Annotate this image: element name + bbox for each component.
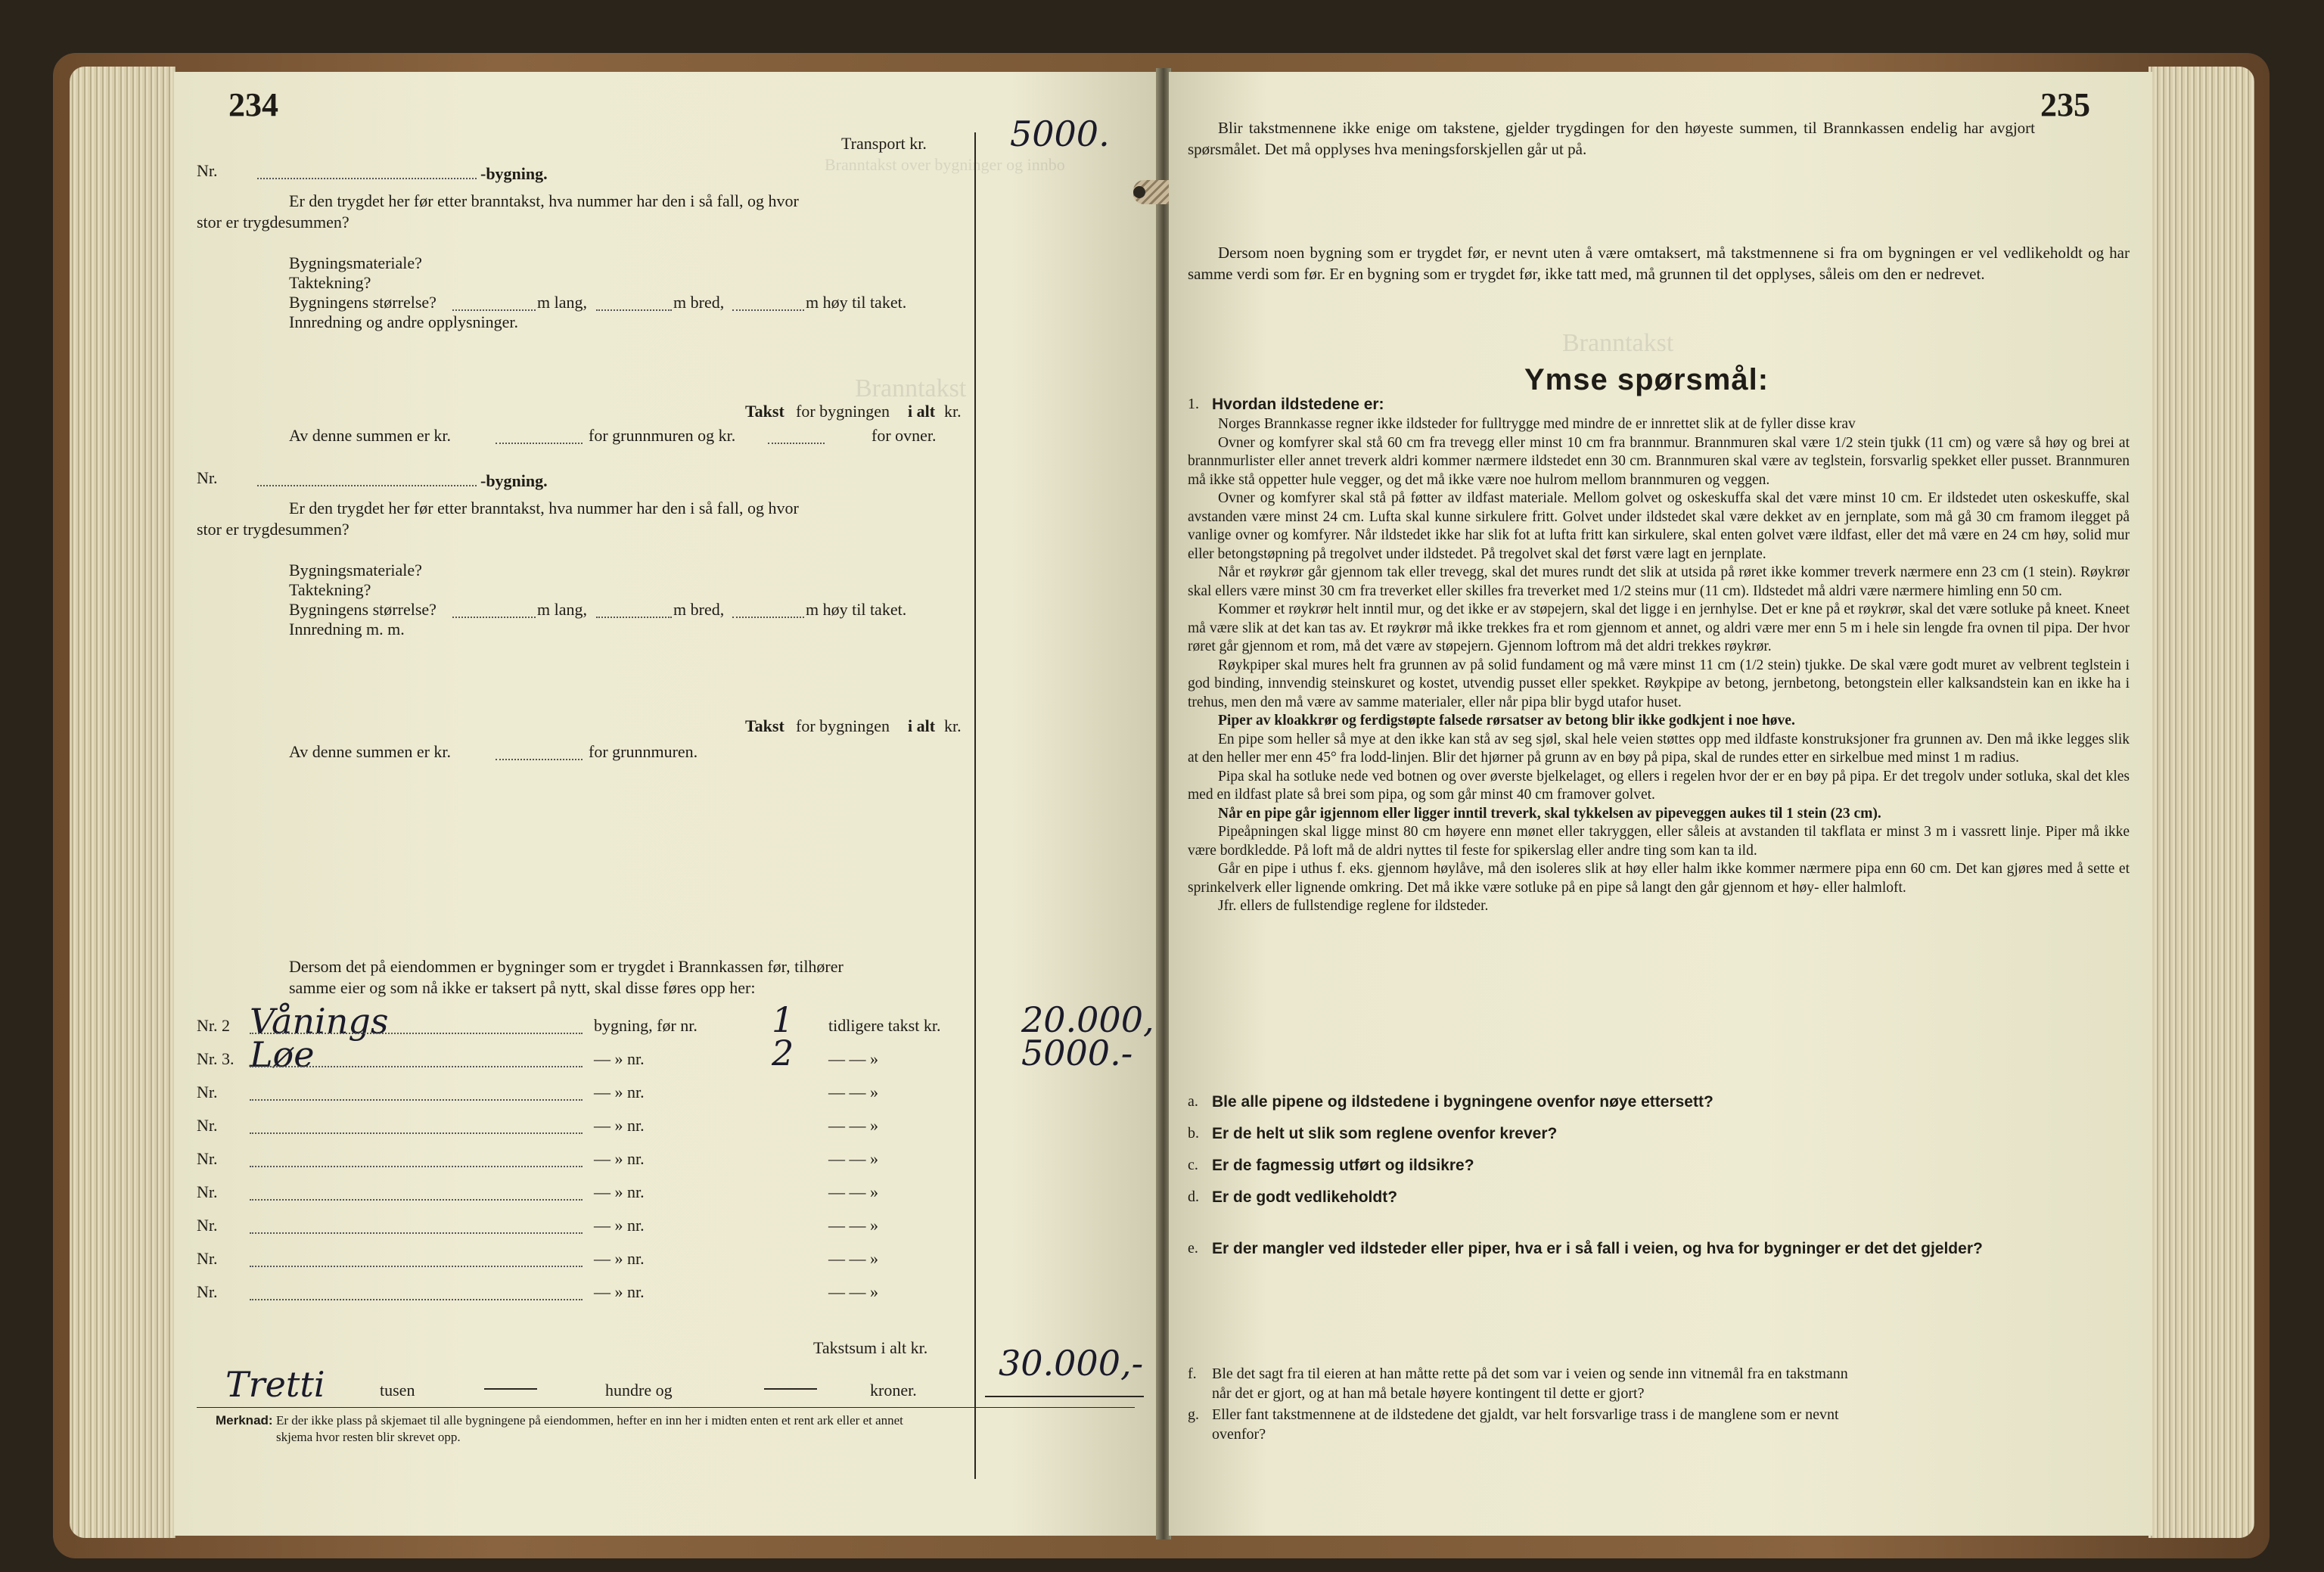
right-page: Branntakst 235 Blir takstmennene ikke enige om takstene, gjelder trygdingen for den høyeste summen, til Brannkassen endelig har avgjort spørsmålet. Det må opplyses hva meningsforskjellen går ut på. Dersom noen bygning som er trygdet før, er nevnt uten å være omtaksert, må takstmennene si fra om bygningen er vel vedlikeholdt og har samme verdi som før. Er en bygning som er trygdet før, ikke tatt med, må grunnen til det opplyses, såleis om den er nedrevet. Ymse spørsmål: 1. Hvordan ildstedene er: Norges Brannkasse regner ikke ildsteder for fulltrygge med mindre de er innrettet slik at de fyller disse krav Ovner og komfyrer skal stå 60 cm fra trevegg eller minst 10 cm fra brannmur. Brannmuren skal være 1/2 stein tjukk (11 cm) og være så høy og brei at brannmurlister eller annet treverk aldri kommer nærmere ildstedet enn 30 cm. Brannmuren skal være av teglstein, forsvarlig spekket eller pusset. Brannmuren må ikke stå oppetter hule vegger, og det må ikke være noe hulrom mellom brannmuren og veggen. Ovner og komfyrer skal stå på føtter av ildfast materiale. Mellom golvet og oskeskuffa skal det være minst 10 cm. Er ildstedet uten oskeskuffe, skal avstanden være minst 24 cm. Lufta skal kunne sirkulere fritt. Golvet under ildstedet skal være dekket av en jernplate, som må gå 30 cm framom ilegget på vanlige ovner og komfyrer. Når ildstedet ikke har slik fot at lufta fritt kan sirkulere, skal enten golvet være ildfast, eller det må være en 24 cm høy, solid mur eller betongstøpning på tregolvet under ildstedet. På tregolvet skal det først være lagt en jernplate. Når et røykrør går gjennom tak eller trevegg, skal det mures rundt det slik at utsida på røret ikke kommer treverk nærmere enn 23 cm (1 stein). Røykrør skal ellers være minst 30 cm fra treverket eller skilles fra treverket med 1/2 steins mur (11 cm). Ildstedet må aldri være nærmere himling enn 50 cm. Kommer et røykrør helt inntil mur, og det ikke er av støpejern, skal det ligge i en jernhylse. Det er kne på et røykrør, skal det være sotluke på kneet. Kneet må være slik at det kan tas av. Et røykrør må ikke trekkes fra et rom gjennom et annet, og aldri være mer enn 5 m i hele sin lengde fra ovnen til pipa. Der hvor røret går gjennom et rom, må det være av støpejern. Gjennom loftrom må det aldri trekkes røykrør. Røykpiper skal mures helt fra grunnen av på solid fundament og må være minst 11 cm (1/2 stein) tjukke. De skal være godt muret av velbrent teglstein i god binding, innvendig steinskuret og kostet, utvendig pusset eller spekket. Røykpipe av betong, jernbetong, betongstein eller kalksandstein kan en ikke ha i trehus, men den må være av samme materialer, eller når pipa blir bygd utafor huset. Piper av kloakkrør og ferdigstøpte falsede rørsatser av betong blir ikke godkjent i noe høve. En pipe som heller så mye at den ikke kan stå av seg sjøl, skal hele veien støttes opp med ildfaste konstruksjoner fra grunnen av. Den må ikke legges slik at den heller mer enn 45° fra lodd-linjen. Blir det hjørner på grunn av en bøy på pipa, skal de rundes etter en sirkelbue med minst 1 m radius. Pipa skal ha sotluke nede ved botnen og over øverste bjelkelaget, og ellers i regelen hvor der er en bøy på pipa. Er det tregolv under sotluka, skal det kles med en ildfast plate så brei som pipa, og som går minst 40 cm framover golvet. Når en pipe går igjennom eller ligger inntil treverk, skal tykkelsen av pipeveggen aukes til 1 stein (23 cm). Pipeåpningen skal ligge minst 80 cm høyere enn mønet eller takryggen, eller såleis at avstanden til takflata er minst 3 m i vassrett linje. Piper må ikke være bordkledde. På loft må de aldri nyttes til feste for spikerslag eller andre ting som kan ta ild. Går en pipe i uthus f. eks. gjennom høylåve, må den isoleres slik at høy eller halm ikke kommer nærmere pipa enn 60 cm. Det kan gjøres med å sette et sprinkelverk eller lignende omkring. Det må ikke være sotluke på en pipe så langt den går gjennom et høy- eller halmloft. Jfr. ellers de fullstendige reglene for ildsteder. a. Ble alle pipene og ildstedene i bygningene ovenfor nøye ettersett? b. Er de helt ut slik som reglene ovenfor krever? c. Er de fagmessig utført og ildsikre? d. Er de godt vedlikeholdt? e. Er der mangler ved ildsteder eller piper, hva er i så fall i veien, og hva for bygninger er det det gjelder? f. Ble det sagt fra til eieren at han måtte rette på det som var i veien og sende inn vitnemål fra en takstmann når det er gjort, og at han må betale høyere kontingent til dette er gjort? g. Eller fant takstmennene at de ildstedene det gjaldt, var helt forsvarlige trass i de manglene som er nevnt ovenfor? bbox=[1169, 72, 2152, 1536]
question-letter: a. bbox=[1188, 1093, 1198, 1110]
dotted-line bbox=[250, 1066, 583, 1067]
fireplace-rules bbox=[1188, 415, 2130, 916]
building2-material: Bygningsmateriale? bbox=[289, 561, 422, 579]
row-tail: — — » bbox=[828, 1249, 878, 1268]
dotted-line bbox=[732, 309, 804, 311]
section-title: Hvordan ildstedene er: bbox=[1212, 396, 1384, 413]
dotted-line bbox=[250, 1299, 583, 1300]
rule-paragraph: Går en pipe i uthus f. eks. gjennom høylåve, må den isoleres slik at høy eller halm ikke kommer nærmere pipa enn 60 cm. Det kan gjøres med å sette et sprinkelverk eller lignende omkring. Det må ikke være sotluke på en pipe så langt den går gjennom et høy- eller halmloft. bbox=[1188, 861, 2130, 896]
dotted-line bbox=[596, 309, 672, 311]
row-tail: — — » bbox=[828, 1182, 878, 1201]
row-typed: — » nr. bbox=[594, 1149, 645, 1168]
building2-takst-label: Takst bbox=[745, 716, 785, 735]
dotted-line bbox=[496, 759, 583, 760]
question-letter: b. bbox=[1188, 1125, 1199, 1142]
building1-roof: Taktekning? bbox=[289, 273, 371, 292]
rule-paragraph: En pipe som heller så mye at den ikke kan stå av seg sjøl, skal hele veien støttes opp med ildfaste konstruksjoner fra grunnen av. Den må ikke legges slik at den heller mer enn 45° fra lodd-linjen. Blir det hjørner på grunn av en bøy på pipa, skal de rundes etter en sirkelbue med minst 1 m radius. bbox=[1188, 731, 2130, 766]
rule-paragraph: Kommer et røykrør helt inntil mur, og det ikke er av støpejern, skal det ligge i en jernhylse. Det er kne på et røykrør, skal det være sotluke på kneet. Kneet må være slik at det kan tas av. Et røykrør må ikke trekkes fra et rom gjennom et annet, og aldri være mer enn 5 m i hele sin lengde fra ovnen til pipa. Der hvor røret går gjennom et rom, må det være av støpejern. Gjennom loftrom må det aldri trekkes røykrør. bbox=[1188, 601, 2130, 654]
building1-grunnmur: for grunnmuren og kr. bbox=[589, 426, 736, 445]
building1-takst-rest: for bygningen bbox=[796, 402, 890, 421]
question-text: Er de helt ut slik som reglene ovenfor krever? bbox=[1212, 1125, 1558, 1142]
dotted-line bbox=[496, 443, 583, 444]
building2-question: Er den trygdet her før etter branntakst, hva nummer har den i så fall, og hvor bbox=[289, 499, 799, 517]
previous-intro-2: samme eier og som nå ikke er taksert på nytt, skal disse føres opp her: bbox=[289, 978, 756, 997]
dash bbox=[764, 1388, 817, 1390]
transport-label: Transport kr. bbox=[841, 134, 927, 153]
question-text: Ble alle pipene og ildstedene i bygningene ovenfor nøye ettersett? bbox=[1212, 1093, 1713, 1111]
row-nr: Nr. bbox=[197, 1149, 218, 1168]
building2-grunnmur: for grunnmuren. bbox=[589, 742, 698, 761]
building2-size: Bygningens størrelse? bbox=[289, 600, 437, 619]
row-nr: Nr. bbox=[197, 1282, 218, 1301]
merknad-line-1: Er der ikke plass på skjemaet til alle bygningene på eiendommen, hefter en inn her i midten enten et rent ark eller et annet bbox=[276, 1413, 903, 1428]
building1-material: Bygningsmateriale? bbox=[289, 253, 422, 272]
footer-rule bbox=[197, 1407, 1135, 1408]
building1-ovner: for ovner. bbox=[872, 426, 937, 445]
row-typed: — » nr. bbox=[594, 1083, 645, 1101]
dotted-line bbox=[452, 617, 536, 618]
row-nr: Nr. bbox=[197, 1116, 218, 1135]
rule-paragraph: Ovner og komfyrer skal stå 60 cm fra trevegg eller minst 10 cm fra brannmur. Brannmuren skal være 1/2 stein tjukk (11 cm) og være så høy og brei at brannmurlister eller annet treverk aldri kommer nærmere ildstedet enn 30 cm. Brannmuren skal være av teglstein, forsvarlig spekket eller pusset. Brannmuren må ikke stå oppetter hule vegger, og det må ikke være noe hulrom mellom brannmuren og veggen. bbox=[1188, 434, 2130, 488]
dotted-line bbox=[250, 1266, 583, 1267]
row-tail: — — » bbox=[828, 1149, 878, 1168]
question-f-letter: f. bbox=[1188, 1365, 1197, 1382]
building1-kr: kr. bbox=[944, 402, 962, 421]
question-f-line-1: Ble det sagt fra til eieren at han måtte rette på det som var i veien og sende inn vitnemål fra en takstmann bbox=[1212, 1365, 1848, 1382]
dotted-line bbox=[250, 1166, 583, 1167]
question-f-line-2: når det er gjort, og at han må betale høyere kontingent til dette er gjort? bbox=[1212, 1385, 1645, 1402]
dotted-line bbox=[452, 309, 536, 311]
dotted-line bbox=[250, 1199, 583, 1201]
rule-paragraph: Pipeåpningen skal ligge minst 80 cm høyere enn mønet eller takryggen, eller såleis at avstanden til takflata er minst 3 m i vassrett linje. Piper må ikke være bordkledde. På loft må de aldri nyttes til feste for spikerslag eller andre ting som kan ta ild. bbox=[1188, 824, 2130, 859]
building1-m-hoy: m høy til taket. bbox=[806, 293, 907, 312]
row-typed: — » nr. bbox=[594, 1049, 645, 1068]
building1-question: Er den trygdet her før etter branntakst, hva nummer har den i så fall, og hvor bbox=[289, 191, 799, 210]
question-letter: c. bbox=[1188, 1157, 1198, 1173]
binding-hole bbox=[1133, 186, 1145, 198]
row-typed: — » nr. bbox=[594, 1116, 645, 1135]
row-typed: — » nr. bbox=[594, 1216, 645, 1235]
row-num: 1 bbox=[772, 999, 794, 1040]
dotted-line bbox=[250, 1099, 583, 1101]
building2-m-bred: m bred, bbox=[673, 600, 725, 619]
building2-roof: Taktekning? bbox=[289, 580, 371, 599]
row-amount: 5000.- bbox=[1021, 1033, 1133, 1073]
row-hand: Vånings bbox=[250, 1001, 389, 1042]
row-tail: — — » bbox=[828, 1216, 878, 1235]
question-text: Er de fagmessig utført og ildsikre? bbox=[1212, 1157, 1474, 1174]
dotted-line bbox=[250, 1232, 583, 1234]
row-tail: — — » bbox=[828, 1282, 878, 1301]
kroner-label: kroner. bbox=[870, 1381, 917, 1400]
building1-of-sum: Av denne summen er kr. bbox=[289, 426, 452, 445]
rule-paragraph: Når en pipe går igjennom eller ligger inntil treverk, skal tykkelsen av pipeveggen aukes til 1 stein (23 cm). bbox=[1218, 805, 1881, 822]
row-typed: — » nr. bbox=[594, 1249, 645, 1268]
building1-takst-label: Takst bbox=[745, 402, 785, 421]
dash bbox=[484, 1388, 537, 1390]
merknad-label: Merknad: bbox=[216, 1413, 273, 1428]
building1-m-bred: m bred, bbox=[673, 293, 725, 312]
row-hand: Løe bbox=[250, 1034, 315, 1075]
page-edges-left bbox=[70, 67, 176, 1538]
building2-takst-rest: for bygningen bbox=[796, 716, 890, 735]
building2-bygning-label: -bygning. bbox=[480, 471, 548, 490]
building1-nr-label: Nr. bbox=[197, 161, 218, 180]
dotted-line bbox=[768, 443, 825, 444]
building2-m-lang: m lang, bbox=[537, 600, 587, 619]
row-amount: 20.000, bbox=[1021, 999, 1154, 1040]
rule-paragraph: Piper av kloakkrør og ferdigstøpte falsede rørsatser av betong blir ikke godkjent i noe høve. bbox=[1218, 713, 1795, 729]
question-g-line-1: Eller fant takstmennene at de ildstedene det gjaldt, var helt forsvarlige trass i de manglene som er nevnt bbox=[1212, 1406, 1839, 1423]
rule-paragraph: Norges Brannkasse regner ikke ildsteder for fulltrygge med mindre de er innrettet slik at de fyller disse krav bbox=[1218, 416, 1856, 432]
left-page: Branntakst over bygninger og innbo Branntakst 234 Transport kr. 5000. Nr. -bygning. Er den trygdet her før etter branntakst, hva nummer har den i så fall, og hvor stor er trygdesummen? Bygningsmateriale? Taktekning? Bygningens størrelse? m lang, m bred, m høy til taket. Innredning og andre opplysninger. Takst for bygningen i alt kr. Av denne summen er kr. for grunnmuren og kr. for ovner. Nr. -bygning. Er den trygdet her før etter branntakst, hva nummer har den i så fall, og hvor stor er trygdesummen? Bygningsmateriale? Taktekning? Bygningens størrelse? m lang, m bred, m høy til taket. Innredning m. m. Takst for bygningen i alt kr. Av denne summen er kr. for grunnmuren. Dersom det på eiendommen er bygninger som er trygdet i Brannkassen før, tilhører samme eier og som nå ikke er taksert på nytt, skal disse føres opp her: Nr. 2 Vånings bygning, før nr. 1 tidligere takst kr. 20.000, Nr. 3. Løe — » nr. 2 — — » 5000.- Nr. — » nr. — — » Nr. — » nr. — — » Nr. — » nr. — — » Nr. — » nr. — — » Nr. — » nr. — — » Nr. — » nr. — — » Nr. — » nr. — — » Takstsum i alt kr. 30.000,- Tretti tusen hundre og kroner. Merknad: Er der ikke plass på skjemaet til alle bygningene på eiendommen, hefter en inn her i midten enten et rent ark eller et annet skjema hvor resten blir skrevet opp. bbox=[174, 72, 1157, 1536]
building2-kr: kr. bbox=[944, 716, 962, 735]
row-nr: Nr. bbox=[197, 1083, 218, 1101]
row-nr: Nr. 2 bbox=[197, 1016, 230, 1035]
merknad-line-2: skjema hvor resten blir skrevet opp. bbox=[276, 1430, 461, 1444]
building2-m-hoy: m høy til taket. bbox=[806, 600, 907, 619]
building2-nr-label: Nr. bbox=[197, 468, 218, 487]
row-tail: — — » bbox=[828, 1116, 878, 1135]
page-number-left: 234 bbox=[228, 86, 278, 123]
question-g-line-2: ovenfor? bbox=[1212, 1426, 1266, 1443]
dotted-line bbox=[257, 485, 477, 486]
building1-interior: Innredning og andre opplysninger. bbox=[289, 312, 519, 331]
building2-of-sum: Av denne summen er kr. bbox=[289, 742, 452, 761]
page-edges-right bbox=[2148, 67, 2254, 1538]
row-typed: — » nr. bbox=[594, 1182, 645, 1201]
rule-paragraph: Når et røykrør går gjennom tak eller trevegg, skal det mures rundt det slik at utsida på røret ikke kommer treverk nærmere enn 23 cm (1 stein). Røykrør skal ellers være minst 30 cm fra treverket eller skilles fra treverket med 1/2 steins mur (11 cm). Ildstedet må aldri være nærmere himling enn 50 cm. bbox=[1188, 564, 2130, 599]
page-number-right: 235 bbox=[2040, 86, 2090, 123]
row-num: 2 bbox=[772, 1033, 794, 1073]
building1-question-cont: stor er trygdesummen? bbox=[197, 213, 350, 231]
dotted-line bbox=[596, 617, 672, 618]
row-nr: Nr. bbox=[197, 1249, 218, 1268]
takstsum-label: Takstsum i alt kr. bbox=[813, 1338, 928, 1357]
amount-column-line bbox=[974, 132, 976, 1479]
dotted-line bbox=[732, 617, 804, 618]
question-letter: e. bbox=[1188, 1240, 1198, 1257]
rule-paragraph: Ovner og komfyrer skal stå på føtter av ildfast materiale. Mellom golvet og oskeskuffa skal det være minst 10 cm. Er ildstedet uten oskeskuffe, skal avstanden være minst 24 cm. Lufta skal kunne sirkulere fritt. Golvet under ildstedet skal være dekket av en jernplate, som må gå 30 cm framom ilegget på vanlige ovner og komfyrer. Når ildstedet ikke har slik fot at lufta fritt kan sirkulere, skal enten golvet være ildfast, eller det må være en 24 cm høy, solid mur eller betongstøpning på tregolvet under ildstedet. På tregolvet skal det først være lagt en jernplate. bbox=[1188, 490, 2130, 562]
rule-paragraph: Pipa skal ha sotluke nede ved botnen og over øverste bjelkelaget, og ellers i regelen hvor der er en bøy på pipa. Er det tregolv under sotluka, skal det kles med en ildfast plate så brei som pipa, og som går minst 40 cm framover golvet. bbox=[1188, 768, 2130, 803]
row-typed: — » nr. bbox=[594, 1282, 645, 1301]
building2-question-cont: stor er trygdesummen? bbox=[197, 520, 350, 539]
row-tail: — — » bbox=[828, 1083, 878, 1101]
question-text: Er de godt vedlikeholdt? bbox=[1212, 1188, 1398, 1206]
rule-paragraph: Jfr. ellers de fullstendige reglene for ildsteder. bbox=[1218, 898, 1489, 914]
building1-i-alt: i alt bbox=[908, 402, 936, 421]
row-tail: — — » bbox=[828, 1049, 878, 1068]
building1-bygning-label: -bygning. bbox=[480, 164, 548, 183]
dotted-line bbox=[257, 178, 477, 179]
question-g-letter: g. bbox=[1188, 1406, 1199, 1423]
rule-paragraph: Røykpiper skal mures helt fra grunnen av på solid fundament og må være minst 11 cm (1/2 stein) tjukke. De skal være godt muret av velbrent teglstein i god binding, innvendig steinskuret og kostet, utvendig pusset eller spekket. Røykpipe av betong, jernbetong, betongstein eller kalksandstein kan en ikke ha i trehus, men den må være av samme materialer, eller når pipa blir bygd utafor huset. bbox=[1188, 657, 2130, 710]
transport-value: 5000. bbox=[1010, 113, 1110, 154]
tusen-label: tusen bbox=[380, 1381, 415, 1400]
disagreement-paragraph: Blir takstmennene ikke enige om takstene, gjelder trygdingen for den høyeste summen, til Brannkassen endelig har avgjort spørsmålet. Det må opplyses hva meningsforskjellen går ut på. bbox=[1188, 119, 2035, 158]
dotted-line bbox=[250, 1132, 583, 1134]
building2-i-alt: i alt bbox=[908, 716, 936, 735]
hundre-label: hundre og bbox=[605, 1381, 673, 1400]
row-tail: tidligere takst kr. bbox=[828, 1016, 941, 1035]
section-heading: Ymse spørsmål: bbox=[1524, 363, 1769, 396]
row-typed: bygning, før nr. bbox=[594, 1016, 698, 1035]
takstsum-value: 30.000,- bbox=[999, 1343, 1144, 1384]
building2-interior: Innredning m. m. bbox=[289, 620, 405, 638]
previous-intro-1: Dersom det på eiendommen er bygninger som er trygdet i Brannkassen før, tilhører bbox=[289, 957, 844, 976]
sum-words-handwritten: Tretti bbox=[225, 1364, 325, 1405]
row-nr: Nr. 3. bbox=[197, 1049, 235, 1068]
question-letter: d. bbox=[1188, 1188, 1199, 1205]
question-text: Er der mangler ved ildsteder eller piper, hva er i så fall i veien, og hva for bygninger er det det gjelder? bbox=[1212, 1240, 1983, 1257]
building1-m-lang: m lang, bbox=[537, 293, 587, 312]
sum-line bbox=[985, 1396, 1144, 1397]
building1-size: Bygningens størrelse? bbox=[289, 293, 437, 312]
not-reassessed-paragraph: Dersom noen bygning som er trygdet før, er nevnt uten å være omtaksert, må takstmennene si fra om bygningen er vel vedlikeholdt og har samme verdi som før. Er en bygning som er trygdet før, ikke tatt med, må grunnen til det opplyses, såleis om den er nedrevet. bbox=[1188, 244, 2130, 283]
row-nr: Nr. bbox=[197, 1182, 218, 1201]
row-nr: Nr. bbox=[197, 1216, 218, 1235]
section-number: 1. bbox=[1188, 396, 1199, 412]
